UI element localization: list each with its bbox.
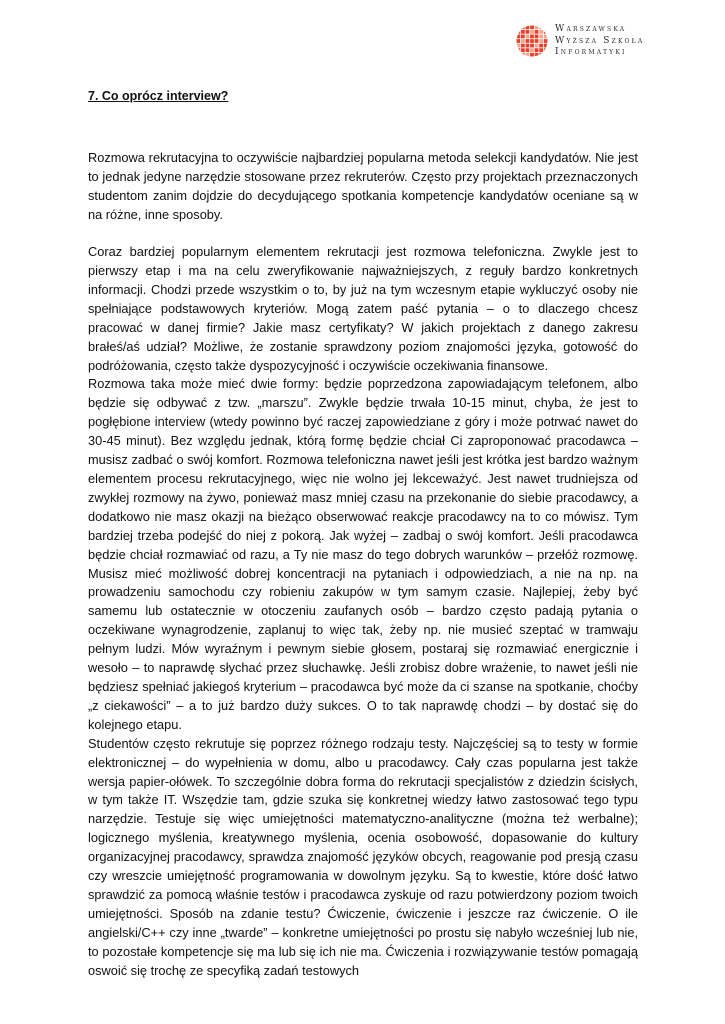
document-body xyxy=(88,149,638,980)
logo-line-3: Informatyki xyxy=(555,47,627,57)
paragraph: Studentów często rekrutuje się poprzez różnego rodzaju testy. Najczęściej są to testy w formie elektronicznej – do wypełnienia w domu, albo u pracodawcy. Cały czas popularna jest także wersja papier-ołówek. To szczególnie dobra forma do rekrutacji specjalistów z dziedzin ścisłych, w tym także IT. Wszędzie tam, gdzie szuka się konkretnej wiedzy łatwo zastosować tego typu narzędzie. Testuje się więc umiejętności matematyczno-analityczne (można też werbalne); logicznego myślenia, kreatywnego myślenia, ocenia osobowość, dopasowanie do kultury organizacyjnej pracodawcy, sprawdza znajomość języków obcych, reagowanie pod presją czasu czy wreszcie umiejętność programowania w dowolnym języku. Są to kwestie, które dość łatwo sprawdzić za pomocą właśnie testów i pracodawca zyskuje od razu potwierdzony poziom twoich umiejętności. Sposób na zdanie testu? Ćwiczenie, ćwiczenie i jeszcze raz ćwiczenie. O ile angielski/C++ czy inne „twarde” – konkretne umiejętności po prostu się nabyło wcześniej lub nie, to pozostałe kompetencje się ma lub się ich nie ma. Ćwiczenia i rozwiązywanie testów pomagają oswoić się trochę ze specyfiką zadań testowych xyxy=(88,735,638,978)
paragraph: Rozmowa rekrutacyjna to oczywiście najbardziej popularna metoda selekcji kandydatów. Nie jest to jednak jedyne narzędzie stosowane przez rekruterów. Często przy projektach przeznaczonych studentom zanim dojdzie do decydującego spotkania kompetencje kandydatów oceniane są w na różne, inne sposoby. xyxy=(88,150,638,222)
paragraph: Rozmowa taka może mieć dwie formy: będzie poprzedzona zapowiadającym telefonem, albo będzie się odbywać z tzw. „marszu”. Zwykle będzie trwała 10-15 minut, chyba, że jest to pogłębione interview (wtedy powinno być raczej zapowiedziane z góry i może potrwać nawet do 30-45 minut). Bez względu jednak, którą formę będzie chciał Ci zaproponować pracodawca – musisz zadbać o swój komfort. Rozmowa telefoniczna nawet jeśli jest krótka jest bardzo ważnym elementem procesu rekrutacyjnego, więc nie wolno jej lekceważyć. Jest nawet trudniejsza od zwykłej rozmowy na żywo, ponieważ masz mniej czasu na przekonanie do siebie pracodawcy, a dodatkowo nie masz okazji na bieżąco obserwować reakcje pracodawcy na to co mówisz. Tym bardziej trzeba podejść do niej z pokorą. Jak wyżej – zadbaj o swój komfort. Jeśli pracodawca będzie chciał rozmawiać od razu, a Ty nie masz do tego dobrych warunków – przełóż rozmowę. Musisz mieć możliwość dobrej koncentracji na pytaniach i odpowiedziach, a nie na np. na prowadzeniu samochodu czy robieniu zakupów w tym samym czasie. Najlepiej, żeby być samemu lub ostatecznie w otoczeniu zaufanych osób – bardzo często padają pytania o oczekiwane wynagrodzenie, zaplanuj to więc tak, żeby np. nie musieć szeptać w tramwaju pełnym ludzi. Mów wyraźnym i pewnym siebie głosem, postaraj się rozmawiać energicznie i wesoło – to naprawdę słychać przez słuchawkę. Jeśli zrobisz dobre wrażenie, to nawet jeśli nie będziesz spełniać jakiegoś kryterium – pracodawca być może da ci szanse na spotkanie, choćby „z ciekawości” – a to już bardzo duży sukces. O to tak naprawdę chodzi – by dostać się do kolejnego etapu. xyxy=(88,376,638,732)
logo-circle-grid-icon xyxy=(516,25,548,57)
logo-line-2: Wyższa Szkoła xyxy=(555,35,645,46)
paragraph: Coraz bardziej popularnym elementem rekrutacji jest rozmowa telefoniczna. Zwykle jest to pierwszy etap i ma na celu zweryfikowanie najważniejszych, z reguły bardzo konkretnych informacji. Chodzi przede wszystkim o to, by już na tym wczesnym etapie wykluczyć osoby nie spełniające podstawowych kryteriów. Mogą zatem paść pytania – o to dlaczego chcesz pracować w danej firmie? Jakie masz certyfikaty? W jakich projektach z danego zakresu brałeś/aś udział? Możliwe, że zostanie sprawdzony poziom znajomości języka, gotowość do podróżowania, często także dyspozycyjność i oczywiście oczekiwania finansowe. xyxy=(88,244,638,373)
university-logo xyxy=(516,24,644,59)
logo-line-1: Warszawska xyxy=(555,24,627,34)
section-heading: 7. Co oprócz interview? xyxy=(88,89,229,103)
logo-text xyxy=(555,24,644,59)
